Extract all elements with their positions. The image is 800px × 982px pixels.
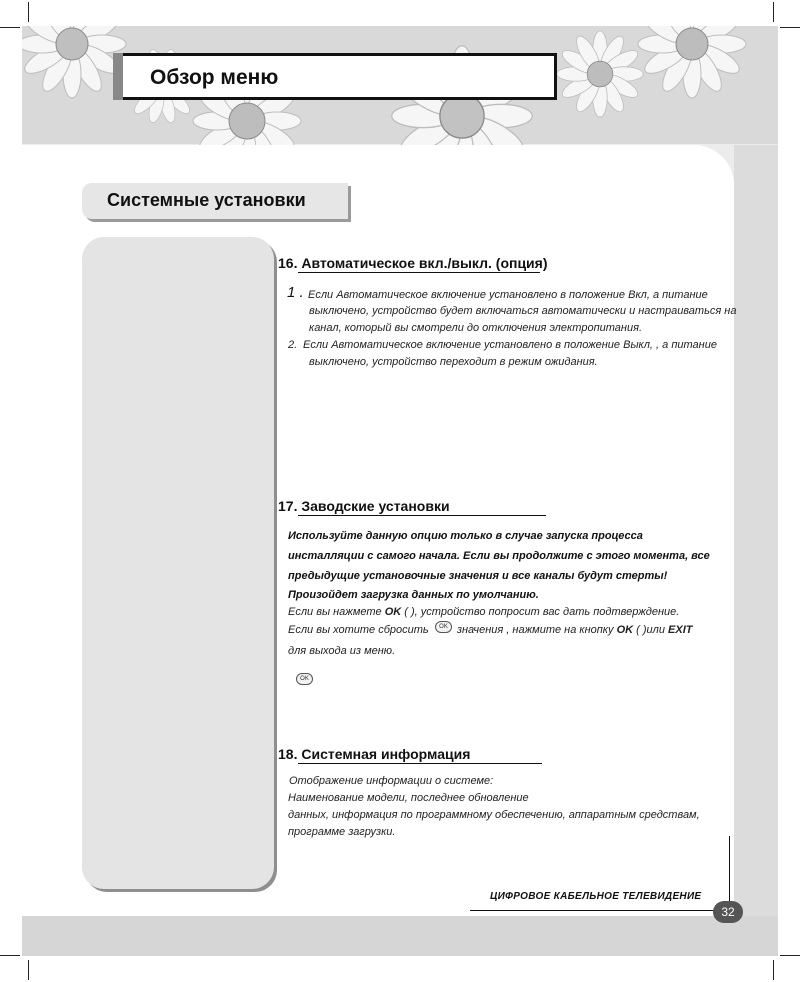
right-band	[734, 145, 778, 916]
factory-line3: для выхода из меню.	[288, 645, 396, 657]
footer-label: ЦИФРОВОЕ КАБЕЛЬНОЕ ТЕЛЕВИДЕНИЕ	[490, 891, 702, 902]
ok-button-icon: OK	[435, 621, 452, 633]
crop-mark-tl-v	[28, 2, 29, 22]
crop-mark-tl-h	[0, 27, 20, 28]
footer-rule	[470, 910, 714, 911]
side-panel	[82, 237, 274, 889]
info-line1: Отображение информации о системе:	[289, 775, 494, 787]
auto-p2-line1: Если Автоматическое включение установлено в положение Выкл, , а питание	[303, 339, 717, 351]
ok-key-label: OK	[384, 606, 402, 618]
heading-underline	[298, 763, 542, 764]
crop-mark-bl-h	[0, 955, 20, 956]
list-number: 2.	[288, 339, 298, 351]
factory-warning-line1: Используйте данную опцию только в случае запуска процесса	[288, 530, 643, 542]
factory-line1-start: Если вы нажмете	[288, 606, 382, 618]
crop-mark-br-h	[780, 955, 800, 956]
crop-mark-tr-h	[780, 27, 800, 28]
factory-warning-line3: предыдущие установочные значения и все каналы будут стерты!	[288, 570, 668, 582]
heading-factory-reset: 17. Заводские установки	[278, 498, 450, 514]
factory-line2-start: Если вы хотите сбросить	[288, 624, 429, 636]
factory-line2	[288, 622, 692, 639]
ok-button-icon: OK	[296, 673, 313, 685]
bottom-band	[22, 916, 778, 956]
info-line2: Наименование модели, последнее обновление	[288, 792, 529, 804]
factory-warning-line2: инсталляции с самого начала. Если вы продолжите с этого момента, все	[288, 550, 710, 562]
factory-line1	[288, 604, 679, 621]
page-title: Обзор меню	[150, 66, 279, 89]
heading-system-info: 18. Системная информация	[278, 746, 471, 762]
heading-underline	[298, 515, 546, 516]
auto-p2-line2: выключено, устройство переходит в режим ожидания.	[309, 356, 598, 368]
factory-line1-end: ( ), устройство попросит вас дать подтверждение.	[404, 606, 680, 618]
exit-key-label: EXIT	[668, 624, 693, 636]
crop-mark-br-v	[773, 960, 774, 980]
title-accent	[113, 53, 123, 100]
factory-warning-line4: Произойдет загрузка данных по умолчанию.	[288, 589, 539, 601]
ok-key-label: OK	[616, 624, 634, 636]
info-line4: программе загрузки.	[288, 826, 396, 838]
crop-mark-tr-v	[773, 2, 774, 22]
factory-line2-paren: ( )или	[636, 624, 665, 636]
auto-p1-line3: канал, который вы смотрели до отключения электропитания.	[309, 322, 643, 334]
heading-underline	[298, 272, 540, 273]
auto-p1-line1: Если Автоматическое включение установлено в положение Вкл, а питание	[308, 289, 708, 301]
page-number: 32	[713, 901, 743, 923]
crop-mark-bl-v	[28, 960, 29, 980]
heading-auto-power: 16. Автоматическое вкл./выкл. (опция)	[278, 255, 548, 271]
auto-p1-line2: выключено, устройство будет включаться автоматически и настраиваться на	[309, 305, 737, 317]
factory-line2-mid: значения , нажмите на кнопку	[456, 624, 614, 636]
list-number: 1 .	[287, 284, 304, 301]
info-line3: данных, информация по программному обеспечению, аппаратным средствам,	[288, 809, 700, 821]
section-title: Системные установки	[107, 190, 306, 210]
